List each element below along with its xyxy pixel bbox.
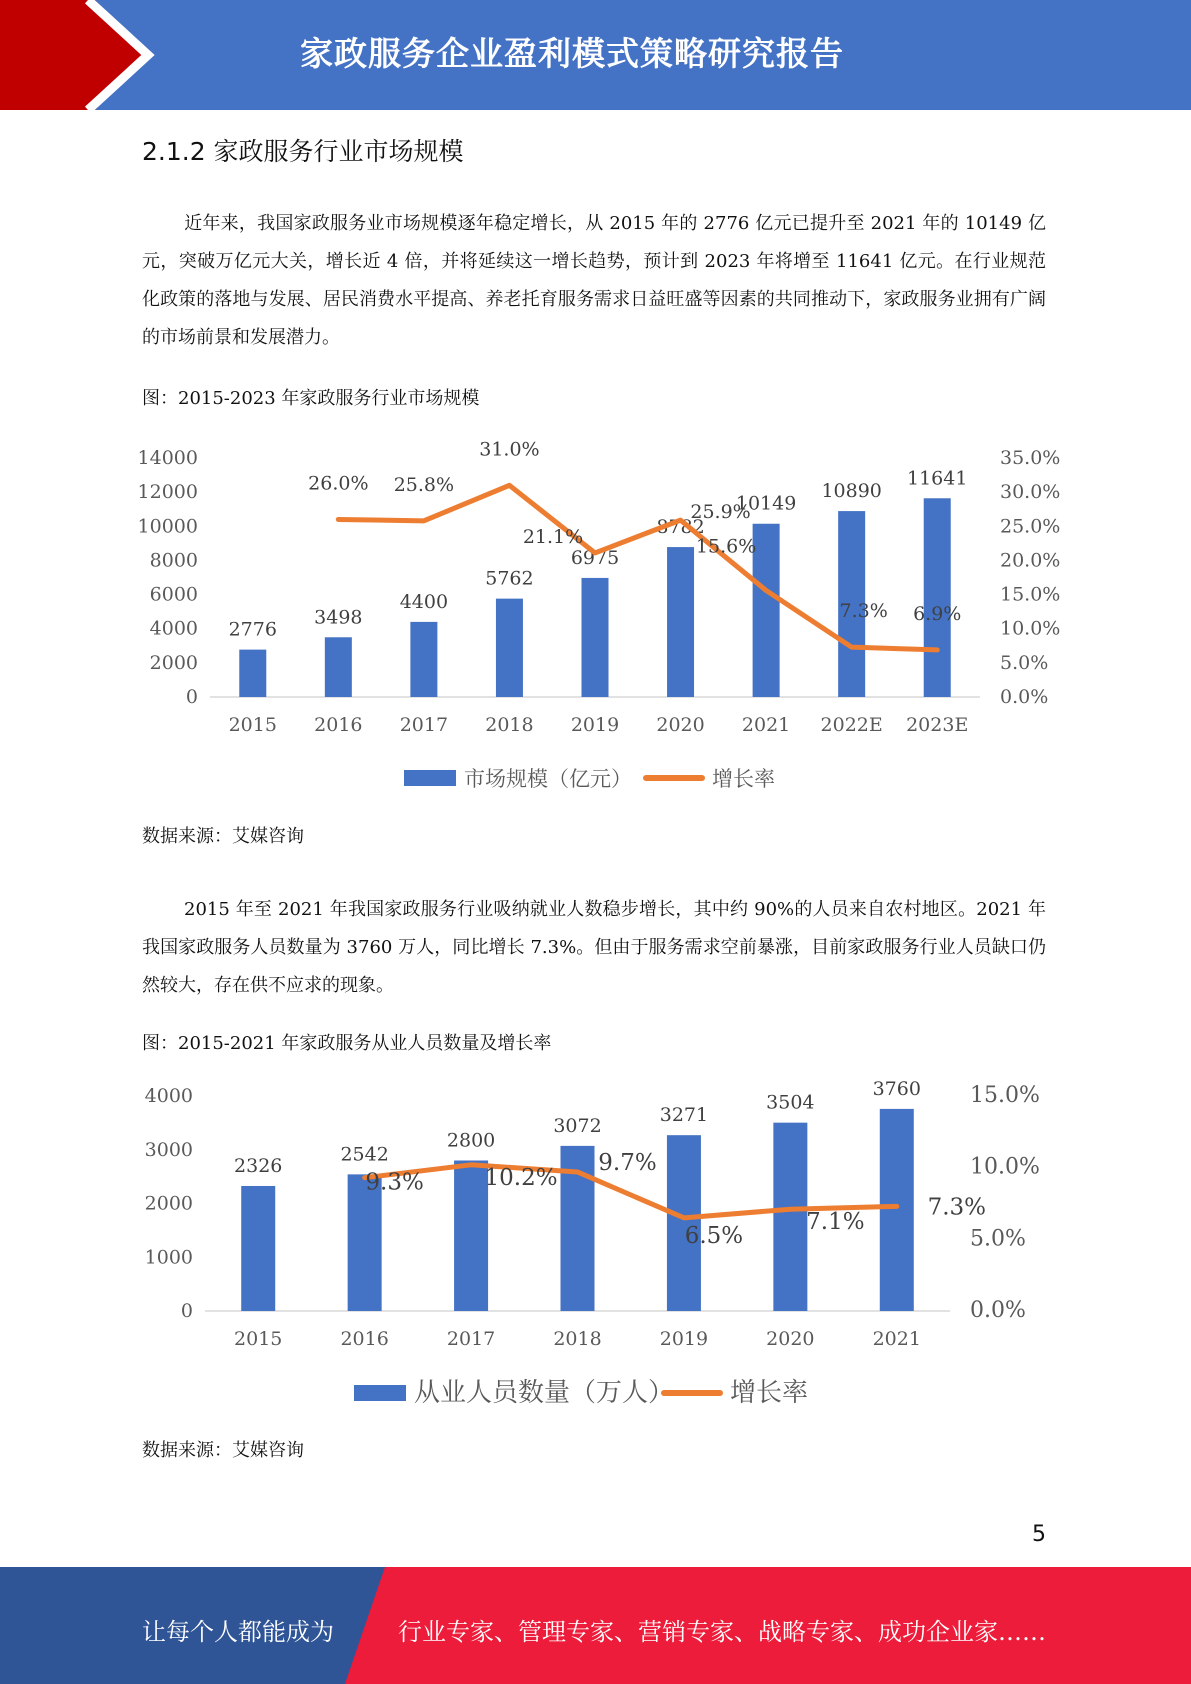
figure-caption-workforce: 图：2015-2021 年家政服务从业人员数量及增长率 (142, 1033, 552, 1054)
bar (496, 599, 523, 697)
x-axis-tick-label: 2021 (872, 1328, 921, 1350)
bar-value-label: 2800 (446, 1129, 496, 1152)
bar-value-label: 6975 (570, 546, 620, 569)
x-axis-tick-label: 2017 (399, 714, 449, 736)
bar-value-label: 2776 (228, 618, 277, 641)
x-axis-tick-label: 2017 (446, 1328, 496, 1350)
bar-value-label: 3504 (766, 1091, 815, 1114)
growth-rate-label: 25.9% (690, 501, 751, 524)
y2-axis-tick-label: 0.0% (970, 1298, 1026, 1323)
y-axis-tick-label: 4000 (149, 617, 198, 640)
y-axis-tick-label: 0 (185, 686, 198, 708)
bar-value-label: 2326 (234, 1154, 283, 1177)
x-axis-tick-label: 2021 (741, 714, 791, 736)
bar (753, 524, 780, 697)
bar-value-label: 2542 (340, 1143, 389, 1166)
bar-value-label: 10149 (735, 492, 797, 515)
footer-slogan-right: 行业专家、管理专家、营销专家、战略专家、成功企业家…… (398, 1618, 1046, 1646)
y2-axis-tick-label: 20.0% (1000, 549, 1061, 572)
bar (410, 622, 437, 697)
figure-caption-market-size: 图：2015-2023 年家政服务行业市场规模 (142, 388, 480, 409)
y2-axis-tick-label: 10.0% (1000, 617, 1061, 640)
growth-rate-label: 10.2% (484, 1164, 558, 1191)
growth-rate-label: 7.3% (839, 600, 888, 623)
figure-source-market-size: 数据来源：艾媒咨询 (142, 826, 304, 847)
x-axis-tick-label: 2023E (906, 714, 969, 736)
bar-value-label: 11641 (906, 467, 968, 490)
y2-axis-tick-label: 0.0% (1000, 686, 1049, 708)
bar (924, 498, 951, 697)
y-axis-tick-label: 3000 (144, 1138, 193, 1161)
y-axis-tick-label: 14000 (137, 447, 198, 469)
y2-axis-tick-label: 25.0% (1000, 515, 1061, 538)
y2-axis-tick-label: 15.0% (1000, 583, 1061, 606)
growth-rate-label: 26.0% (308, 472, 369, 495)
figure-source-workforce: 数据来源：艾媒咨询 (142, 1440, 304, 1461)
bar (582, 578, 609, 697)
x-axis-tick-label: 2015 (228, 714, 277, 736)
x-axis-tick-label: 2019 (570, 714, 620, 736)
x-axis-tick-label: 2022E (820, 714, 883, 736)
bar (241, 1186, 275, 1311)
bar (239, 650, 266, 697)
legend-line-label: 增长率 (712, 767, 775, 791)
section-heading: 2.1.2 家政服务行业市场规模 (142, 137, 464, 166)
legend-bar-label: 从业人员数量（万人） (414, 1378, 675, 1408)
x-axis-tick-label: 2015 (234, 1328, 283, 1350)
market-size-chart (130, 430, 1061, 800)
y2-axis-tick-label: 15.0% (970, 1083, 1040, 1108)
x-axis-tick-label: 2019 (659, 1328, 709, 1350)
growth-rate-label: 6.9% (913, 602, 962, 625)
y-axis-tick-label: 1000 (144, 1246, 193, 1269)
bar-value-label: 3271 (659, 1104, 709, 1127)
growth-rate-label: 15.6% (695, 535, 757, 558)
x-axis-tick-label: 2018 (553, 1328, 602, 1350)
legend-line-label: 增长率 (730, 1378, 809, 1408)
y-axis-tick-label: 0 (180, 1300, 193, 1322)
y2-axis-tick-label: 5.0% (1000, 651, 1049, 674)
legend-bar-label: 市场规模（亿元） (464, 767, 632, 791)
y-axis-tick-label: 4000 (144, 1085, 193, 1107)
bar-value-label: 8782 (656, 516, 705, 539)
growth-rate-label: 21.1% (522, 525, 584, 548)
paragraph-workforce (142, 891, 1046, 1005)
page-number: 5 (1032, 1522, 1046, 1547)
legend-bar-swatch (404, 770, 456, 786)
paragraph-market-size (142, 205, 1046, 357)
growth-rate-label: 6.5% (684, 1222, 744, 1249)
bar-value-label: 5762 (485, 567, 534, 590)
bar (325, 637, 352, 697)
y-axis-tick-label: 10000 (137, 515, 198, 538)
growth-rate-label: 7.1% (806, 1209, 865, 1236)
y-axis-tick-label: 8000 (149, 549, 198, 572)
growth-rate-label: 9.3% (365, 1169, 424, 1196)
footer-slogan-left: 让每个人都能成为 (142, 1618, 334, 1646)
paragraph-text: 近年来，我国家政服务业市场规模逐年稳定增长，从 2015 年的 2776 亿元已提升至 2021 年的 10149 亿元，突破万亿元大关，增长近 4 倍，并将延续这一增长趋势，预计到 2023 年将增至 11641 亿元。在行业规范化政策的落地与发展、居民消费水平提高、养老托育服务需求日益旺盛等因素的共同推动下，家政服务业拥有广阔的市场前景和发展潜力。 (142, 213, 1046, 348)
bar (454, 1161, 488, 1312)
workforce-chart (130, 1075, 1050, 1415)
x-axis-tick-label: 2020 (766, 1328, 815, 1350)
bar (880, 1109, 914, 1311)
growth-rate-label: 31.0% (479, 438, 540, 461)
bar-value-label: 3072 (553, 1114, 602, 1137)
document-title: 家政服务企业盈利模式策略研究报告 (300, 34, 844, 73)
x-axis-tick-label: 2018 (485, 714, 534, 736)
bar (773, 1123, 807, 1311)
growth-rate-label: 25.8% (393, 473, 455, 496)
bar (667, 547, 694, 697)
y2-axis-tick-label: 30.0% (1000, 481, 1061, 504)
legend-bar-swatch (354, 1385, 406, 1401)
y2-axis-tick-label: 10.0% (970, 1154, 1040, 1180)
bar-value-label: 10890 (821, 480, 882, 503)
y2-axis-tick-label: 35.0% (1000, 447, 1061, 469)
x-axis-tick-label: 2016 (340, 1328, 389, 1350)
y-axis-tick-label: 6000 (149, 583, 198, 606)
paragraph-text: 2015 年至 2021 年我国家政服务行业吸纳就业人数稳步增长，其中约 90%的人员来自农村地区。2021 年我国家政服务人员数量为 3760 万人，同比增长 7.3%。但由于服务需求空前暴涨，目前家政服务行业人员缺口仍然较大，存在供不应求的现象。 (142, 899, 1046, 996)
y-axis-tick-label: 2000 (144, 1192, 193, 1215)
growth-rate-label: 9.7% (598, 1149, 657, 1176)
x-axis-tick-label: 2016 (314, 714, 363, 736)
bar-value-label: 4400 (399, 590, 449, 613)
y-axis-tick-label: 12000 (137, 481, 198, 504)
y2-axis-tick-label: 5.0% (970, 1226, 1026, 1252)
y-axis-tick-label: 2000 (149, 651, 198, 674)
bar-value-label: 3760 (872, 1077, 921, 1100)
bar-value-label: 3498 (314, 606, 363, 629)
x-axis-tick-label: 2020 (656, 714, 705, 736)
growth-rate-label: 7.3% (927, 1194, 987, 1221)
